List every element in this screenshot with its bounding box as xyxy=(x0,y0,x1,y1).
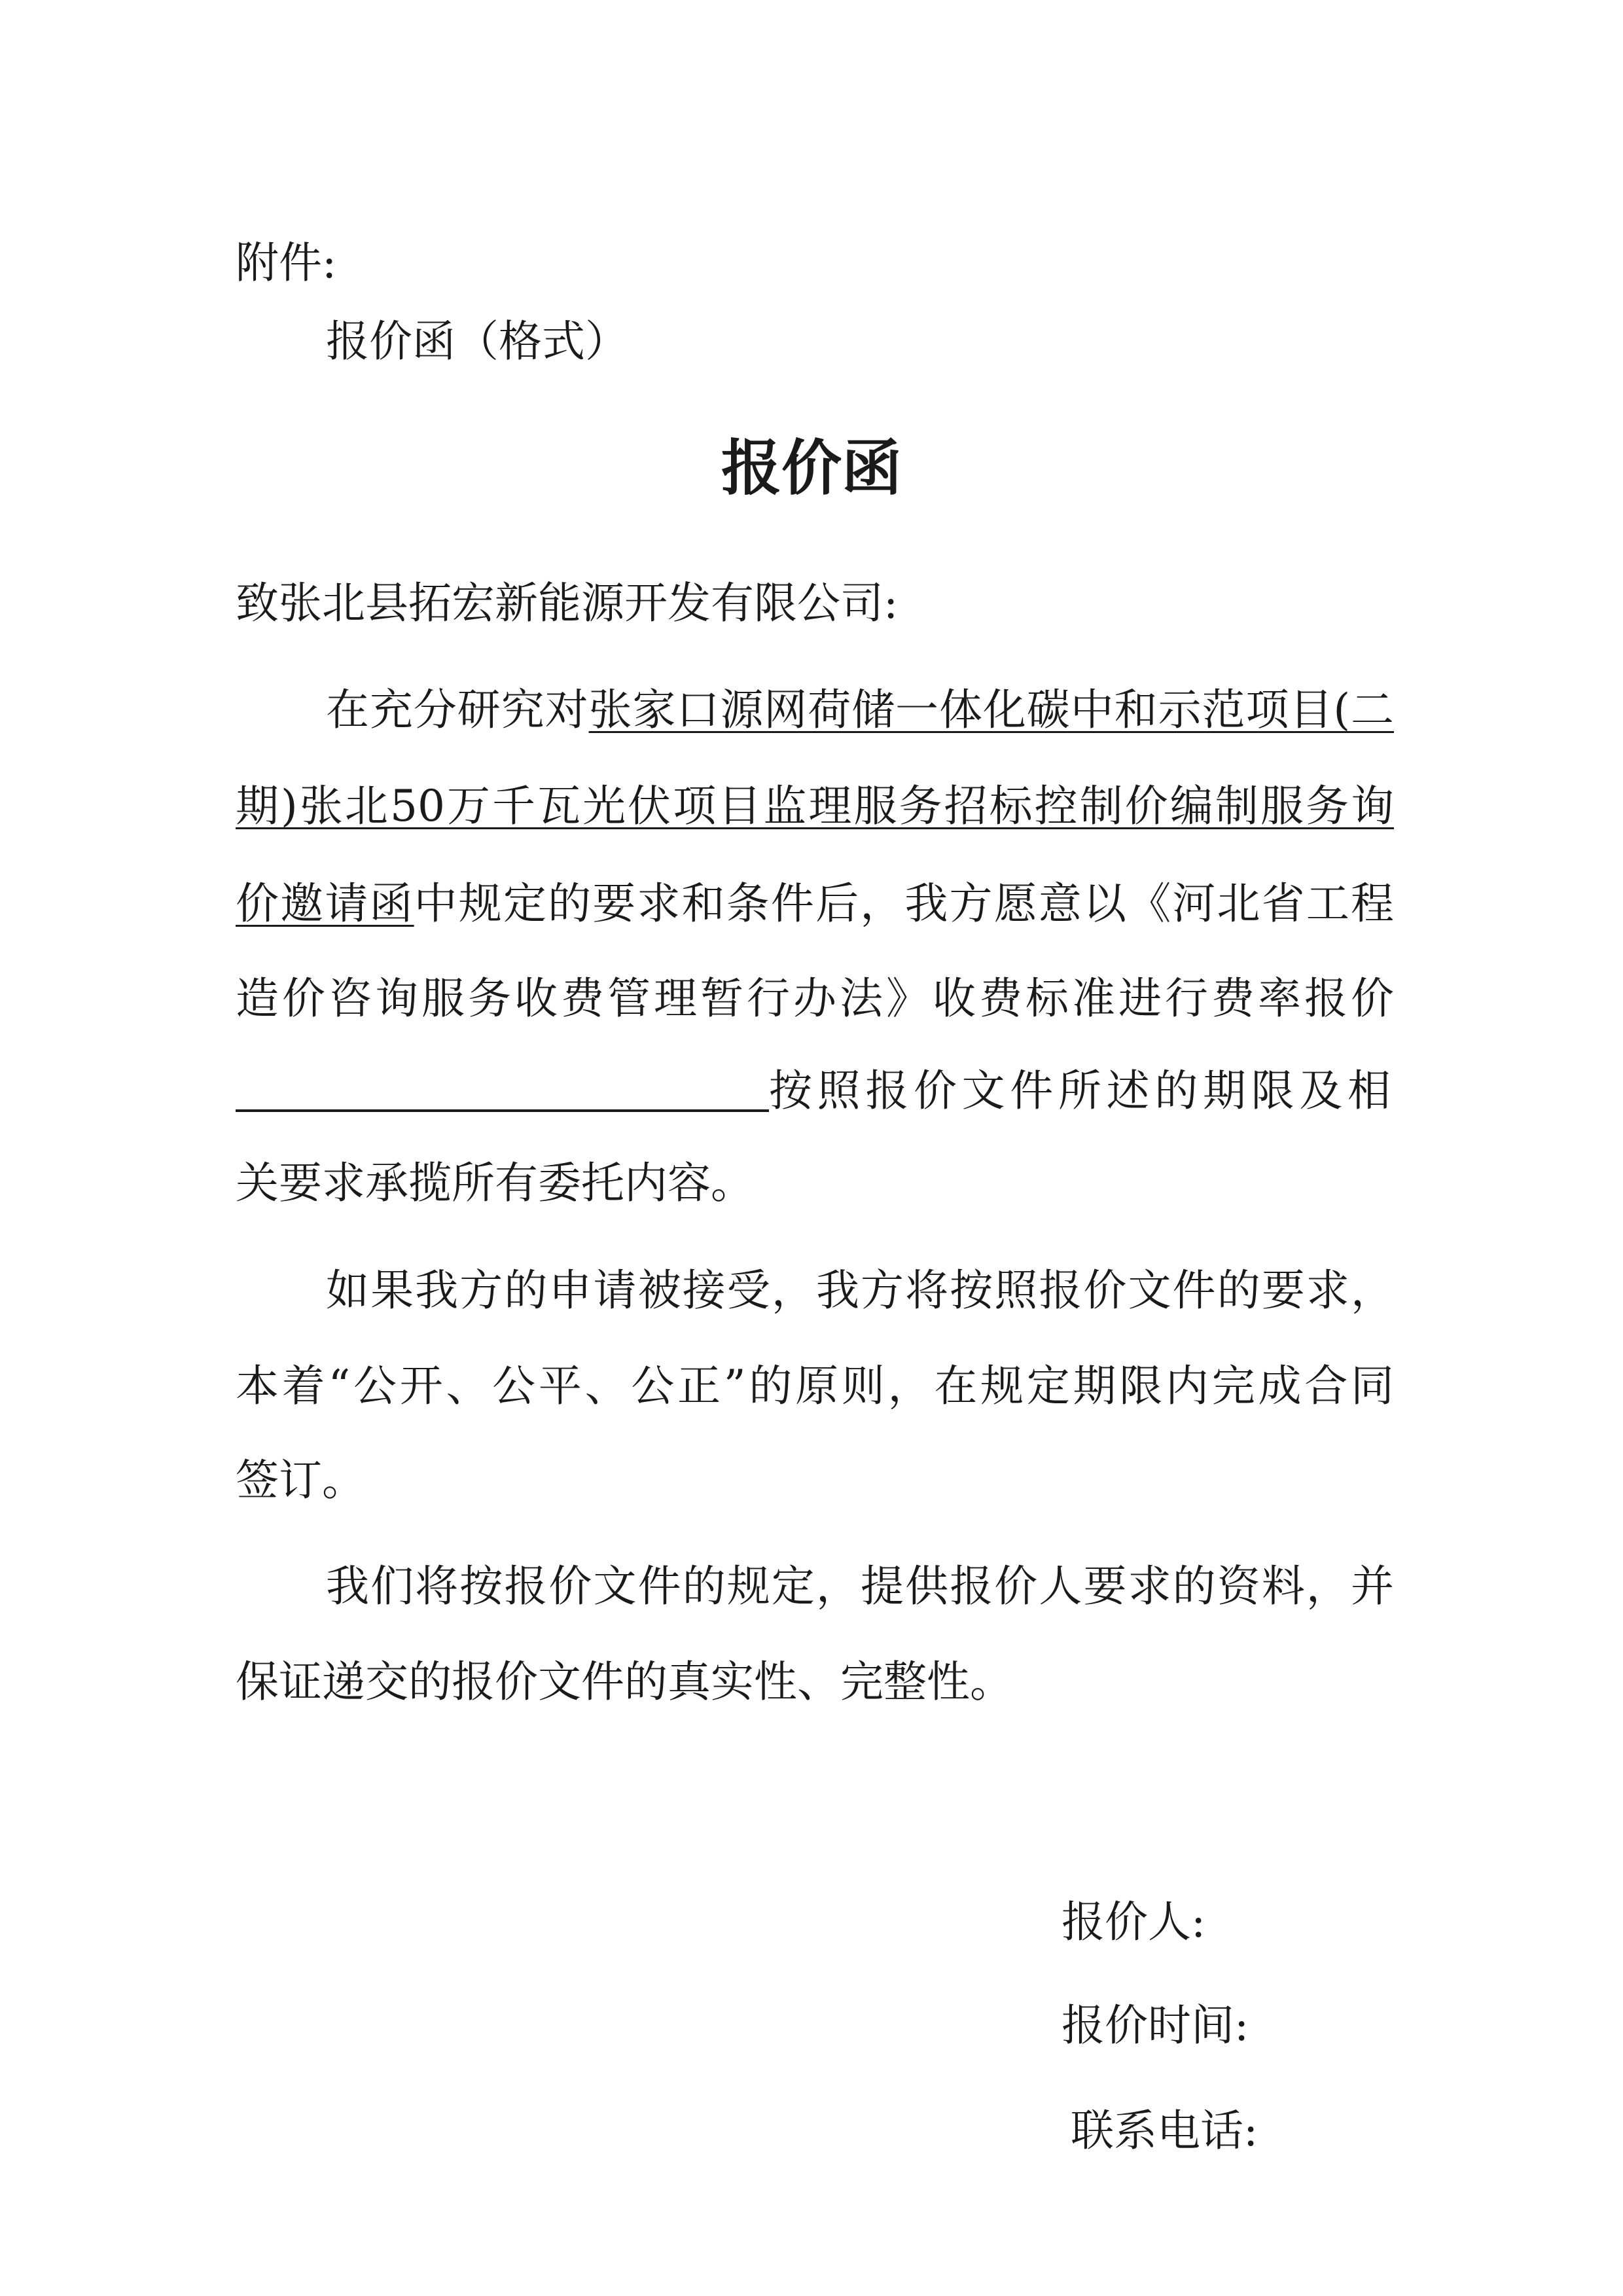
paragraph-3-line-1: 我们将按报价文件的规定，提供报价人要求的资料，并 xyxy=(326,1561,1394,1611)
paragraph-2-line-1: 如果我方的申请被接受，我方将按照报价文件的要求， xyxy=(326,1265,1394,1316)
format-label: 报价函（格式） xyxy=(326,316,628,367)
paragraph-3-line-2: 保证递交的报价文件的真实性、完整性。 xyxy=(236,1657,1013,1707)
rate-fill-in-blank[interactable] xyxy=(236,1065,769,1112)
p1-prefix: 在充分研究对 xyxy=(326,685,589,735)
contact-phone-label: 联系电话: xyxy=(1071,2106,1258,2156)
paragraph-2-line-2: 本着“公开、公平、公正”的原则，在规定期限内完成合同 xyxy=(236,1361,1394,1411)
project-name-underlined-3: 价邀请函 xyxy=(236,878,414,929)
p1-line5-text: 按照报价文件所述的期限及相 xyxy=(769,1066,1391,1116)
recipient-line: 致张北县拓宏新能源开发有限公司: xyxy=(236,578,899,628)
paragraph-1-line-6: 关要求承揽所有委托内容。 xyxy=(236,1158,754,1208)
paragraph-1-line-3 xyxy=(236,878,1394,930)
quote-date-label: 报价时间: xyxy=(1061,2000,1249,2051)
project-name-underlined-2: 期)张北50万千瓦光伏项目监理服务招标控制价编制服务询 xyxy=(236,781,1394,831)
paragraph-1-line-4: 造价咨询服务收费管理暂行办法》收费标准进行费率报价 xyxy=(236,973,1394,1024)
p1-line3-rest: 中规定的要求和条件后，我方愿意以《河北省工程 xyxy=(414,878,1394,929)
attachment-label: 附件: xyxy=(236,238,337,288)
paragraph-1-line-1 xyxy=(326,684,1394,736)
paragraph-1-line-5 xyxy=(236,1065,1394,1117)
document-title: 报价函 xyxy=(721,433,902,503)
bidder-label: 报价人: xyxy=(1061,1897,1206,1947)
paragraph-2-line-3: 签订。 xyxy=(236,1455,365,1505)
project-name-underlined-1: 张家口源网荷储一体化碳中和示范项目(二 xyxy=(588,685,1394,735)
